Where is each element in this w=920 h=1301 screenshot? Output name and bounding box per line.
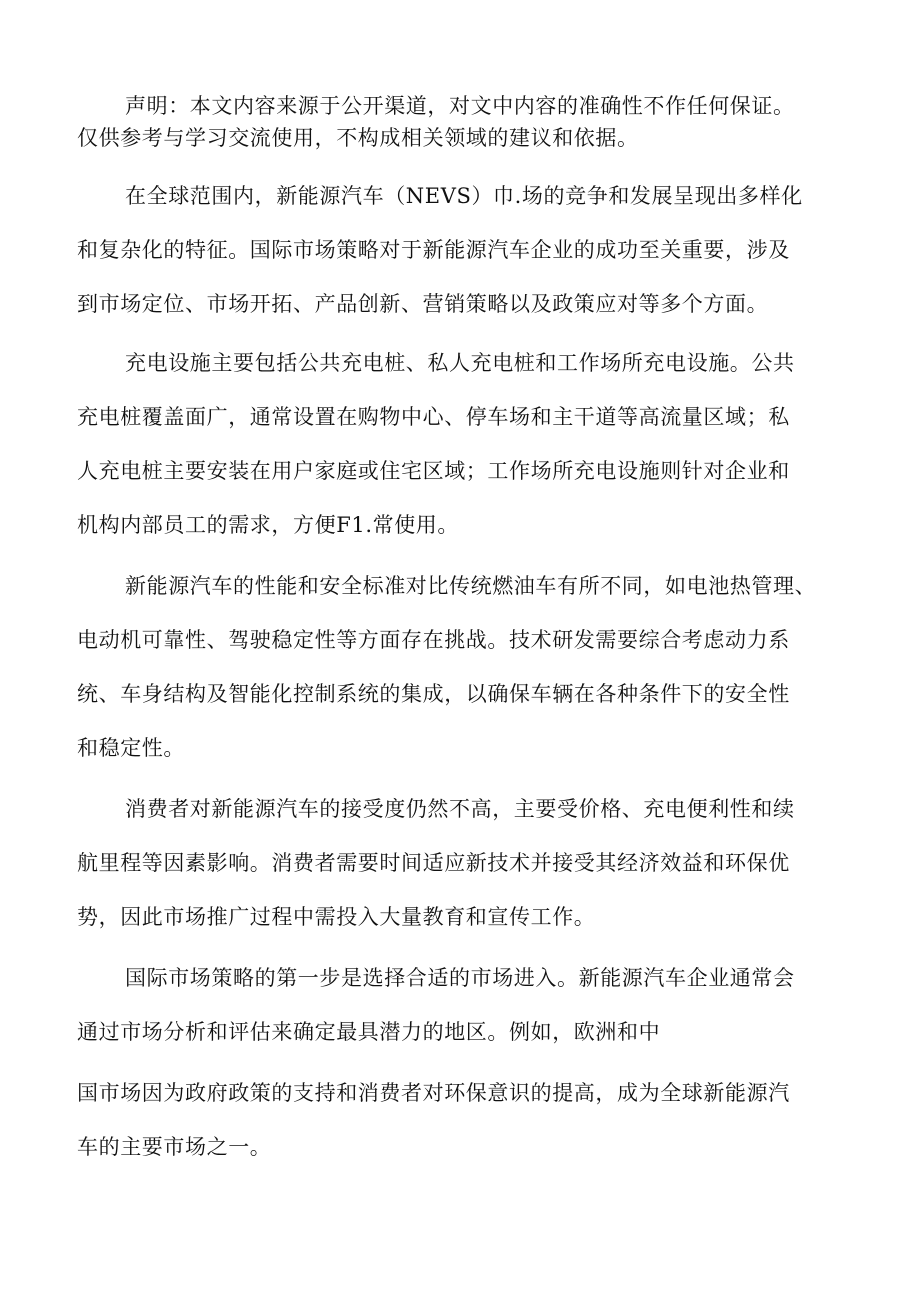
paragraph-4-line-2: 电动机可靠性、驾驶稳定性等方面存在挑战。技术研发需要综合考虑动力系 [77, 628, 790, 652]
paragraph-5-line-3: 势，因此市场推广过程中需投入大量教育和宣传工作。 [77, 905, 596, 929]
paragraph-3-line-2: 充电桩覆盖面广，通常设置在购物中心、停车场和主干道等高流量区域；私 [77, 405, 790, 429]
disclaimer-line-1: 声明：本文内容来源于公开渠道，对文中内容的准确性不作任何保证。 [125, 94, 795, 118]
paragraph-4-line-4: 和稳定性。 [77, 736, 185, 760]
paragraph-6-line-3: 国市场因为政府政策的支持和消费者对环保意识的提高，成为全球新能源汽 [77, 1081, 790, 1105]
paragraph-2-line-2: 和复杂化的特征。国际市场策略对于新能源汽车企业的成功至关重要，涉及 [77, 238, 790, 262]
paragraph-2-line-1: 在全球范围内，新能源汽车（NEVS）巾.场的竞争和发展呈现出多样化 [125, 184, 803, 208]
paragraph-5-line-1: 消费者对新能源汽车的接受度仍然不高，主要受价格、充电便利性和续 [125, 797, 795, 821]
paragraph-3-line-3: 人充电桩主要安装在用户家庭或住宅区域；工作场所充电设施则针对企业和 [77, 459, 790, 483]
disclaimer-line-2: 仅供参考与学习交流使用，不构成相关领域的建议和依据。 [77, 126, 639, 150]
paragraph-6-line-1: 国际市场策略的第一步是选择合适的市场进入。新能源汽车企业通常会 [125, 966, 795, 990]
paragraph-3-line-4: 机构内部员工的需求，方便F1.常使用。 [77, 513, 460, 537]
paragraph-4-line-1: 新能源汽车的性能和安全标准对比传统燃油车有所不同，如电池热管理、 [125, 574, 817, 598]
paragraph-5-line-2: 航里程等因素影响。消费者需要时间适应新技术并接受其经济效益和环保优 [77, 851, 790, 875]
paragraph-3-line-1: 充电设施主要包括公共充电桩、私人充电桩和工作场所充电设施。公共 [125, 351, 795, 375]
paragraph-6-line-4: 车的主要市场之一。 [77, 1135, 272, 1159]
paragraph-2-line-3: 到市场定位、市场开拓、产品创新、营销策略以及政策应对等多个方面。 [77, 292, 769, 316]
paragraph-4-line-3: 统、车身结构及智能化控制系统的集成，以确保车辆在各种条件下的安全性 [77, 682, 790, 706]
paragraph-6-line-2: 通过市场分析和评估来确定最具潜力的地区。例如，欧洲和中 [77, 1020, 661, 1044]
